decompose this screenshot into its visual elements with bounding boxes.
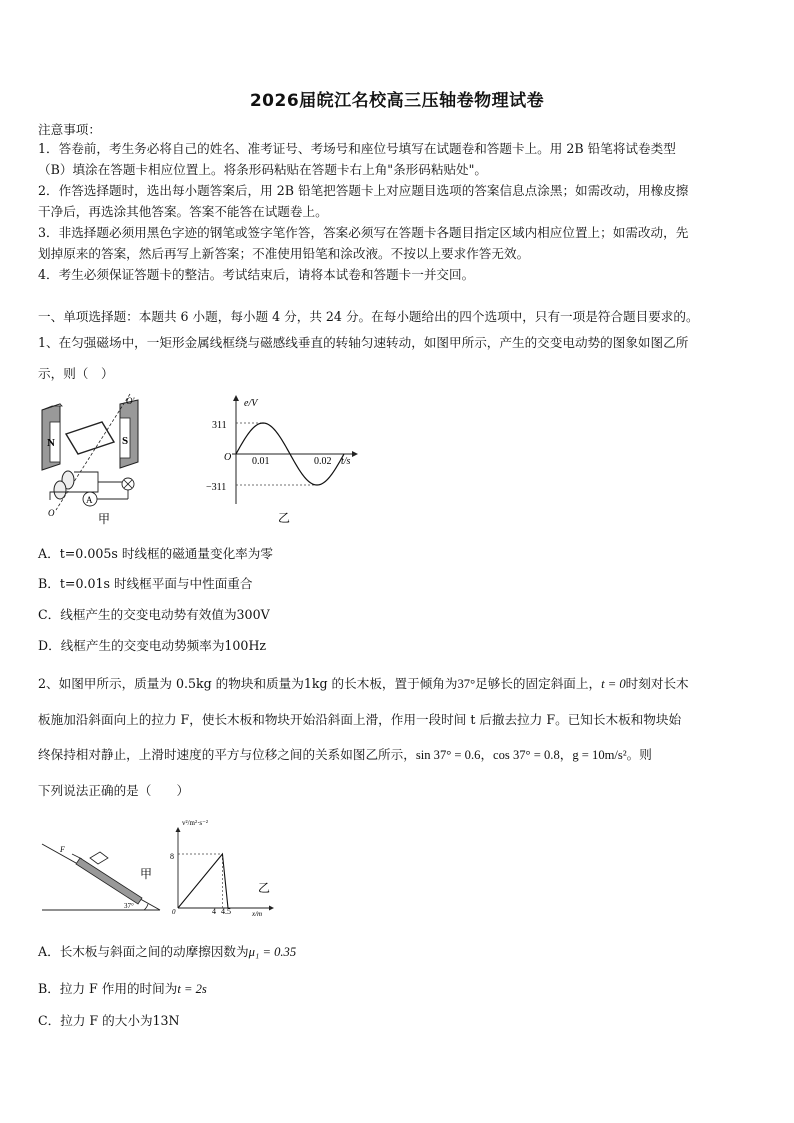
q2-figure-vx-chart xyxy=(166,816,286,922)
figure-label-jia: 甲 xyxy=(140,867,153,881)
ammeter-label: A xyxy=(86,495,93,505)
chart-xlabel: t/s xyxy=(341,456,351,467)
q2-option-b xyxy=(38,978,207,997)
q2-option-b-text: B．拉力 F 作用的时间为 xyxy=(38,981,178,996)
axis-o2-label: O' xyxy=(126,396,135,406)
q2-option-a-value: μ₁ = 0.35 xyxy=(248,945,297,959)
q2-stem-line4: 下列说法正确的是（ ） xyxy=(38,783,190,798)
magnet-n-label: N xyxy=(47,437,55,449)
page-title: 2026届皖江名校高三压轴卷物理试卷 xyxy=(249,91,545,111)
notice-line: 4．考生必须保证答题卡的整洁。考试结束后，请将本试卷和答题卡一并交回。 xyxy=(38,267,475,282)
q2-stem-text: 终保持相对静止，上滑时速度的平方与位移之间的关系如图乙所示， xyxy=(38,747,416,762)
chart-origin: O xyxy=(224,452,232,463)
figure-label-yi: 乙 xyxy=(278,511,291,525)
notice-line: 1．答卷前，考生务必将自己的姓名、准考证号、考场号和座位号填写在试题卷和答题卡上。用 2B 铅笔将试卷类型 xyxy=(38,141,676,156)
q2-option-a xyxy=(38,941,296,960)
q2-time-zero: t = 0 xyxy=(601,677,626,691)
q2-sin: sin 37° = 0.6 xyxy=(415,748,481,762)
force-label: F xyxy=(60,845,65,854)
q2-g: g = 10m/s² xyxy=(572,748,627,762)
x-tick-label: 0.01 xyxy=(252,456,270,467)
q1-stem: 示，则（ ） xyxy=(38,366,114,381)
q2-cos: cos 37° = 0.8 xyxy=(493,748,560,762)
x-tick-label: 4 xyxy=(212,907,216,916)
magnet-s-label: S xyxy=(122,435,129,447)
section-heading: 一、单项选择题：本题共 6 小题，每小题 4 分，共 24 分。在每小题给出的四个选项中，只有一项是符合题目要求的。 xyxy=(38,309,699,324)
y-tick-label: −311 xyxy=(206,482,227,493)
notice-line: 划掉原来的答案，然后再写上新答案；不准使用铅笔和涂改液。不按以上要求作答无效。 xyxy=(38,246,530,261)
q2-stem-line3: 终保持相对静止，上滑时速度的平方与位移之间的关系如图乙所示，sin 37° = 0.6，cos 37° = 0.8，g = 10m/s²。则 xyxy=(38,747,652,762)
notice-line: 2．作答选择题时，选出每小题答案后，用 2B 铅笔把答题卡上对应题目选项的答案信息点涂黑；如需改动，用橡皮擦 xyxy=(38,183,689,198)
q1-option-a: A．t=0.005s 时线框的磁通量变化率为零 xyxy=(38,546,273,561)
q1-option-b: B．t=0.01s 时线框平面与中性面重合 xyxy=(38,576,253,591)
v2-x-line xyxy=(178,854,228,908)
q1-option-d: D．线框产生的交变电动势频率为100Hz xyxy=(38,638,267,653)
q2-stem-text: 2、如图甲所示，质量为 0.5kg 的物块和质量为1kg 的长木板，置于倾角为 xyxy=(38,676,458,691)
y-axis-arrow xyxy=(176,827,181,832)
axis-o-label: O xyxy=(48,508,55,518)
angle-label: 37° xyxy=(124,902,134,910)
q1-option-c: C．线框产生的交变电动势有效值为300V xyxy=(38,607,270,622)
q2-stem-text: 足够长的固定斜面上， xyxy=(475,676,602,691)
notice-heading: 注意事项： xyxy=(38,122,101,137)
x-tick-label: 4.5 xyxy=(221,907,231,916)
figure-label-jia: 甲 xyxy=(98,512,111,526)
q2-figure-incline xyxy=(38,836,164,916)
chart-ylabel: v²/m²·s⁻² xyxy=(182,819,208,827)
q2-stem-text: 时刻对长木 xyxy=(625,676,689,691)
figure-label-yi: 乙 xyxy=(258,881,271,895)
q1-figure-generator xyxy=(38,392,150,528)
y-axis-arrow xyxy=(233,395,239,401)
q2-stem-line2: 板施加沿斜面向上的拉力 F，使长木板和物块开始沿斜面上滑，作用一段时间 t 后撤去拉力 F。已知长木板和物块始 xyxy=(38,712,682,727)
q2-option-c: C．拉力 F 的大小为13N xyxy=(38,1013,180,1028)
notice-line: 干净后，再选涂其他答案。答案不能答在试题卷上。 xyxy=(38,204,328,219)
x-tick-label: 0.02 xyxy=(314,456,332,467)
q2-angle: 37° xyxy=(457,677,476,691)
chart-xlabel: x/m xyxy=(252,910,263,918)
y-tick-label: 8 xyxy=(170,852,174,861)
q1-figure-et-chart xyxy=(200,392,370,528)
y-tick-label: 311 xyxy=(212,420,227,431)
x-axis-arrow xyxy=(352,451,358,457)
q2-stem-text: 。则 xyxy=(626,747,652,762)
q2-option-b-value: t = 2s xyxy=(177,982,207,996)
x-axis-arrow xyxy=(269,906,274,911)
q2-option-a-text: A．长木板与斜面之间的动摩擦因数为 xyxy=(38,944,249,959)
notice-line: （B）填涂在答题卡相应位置上。将条形码粘贴在答题卡右上角"条形码粘贴处"。 xyxy=(38,162,488,177)
chart-origin: 0 xyxy=(172,908,176,916)
q1-stem: 1、在匀强磁场中，一矩形金属线框绕与磁感线垂直的转轴匀速转动，如图甲所示，产生的交变电动势的图象如图乙所 xyxy=(38,335,689,350)
q2-stem-line1 xyxy=(38,673,689,692)
chart-ylabel: e/V xyxy=(244,398,258,409)
notice-line: 3．非选择题必须用黑色字迹的钢笔或签字笔作答，答案必须写在答题卡各题目指定区域内相应位置上；如需改动，先 xyxy=(38,225,689,240)
